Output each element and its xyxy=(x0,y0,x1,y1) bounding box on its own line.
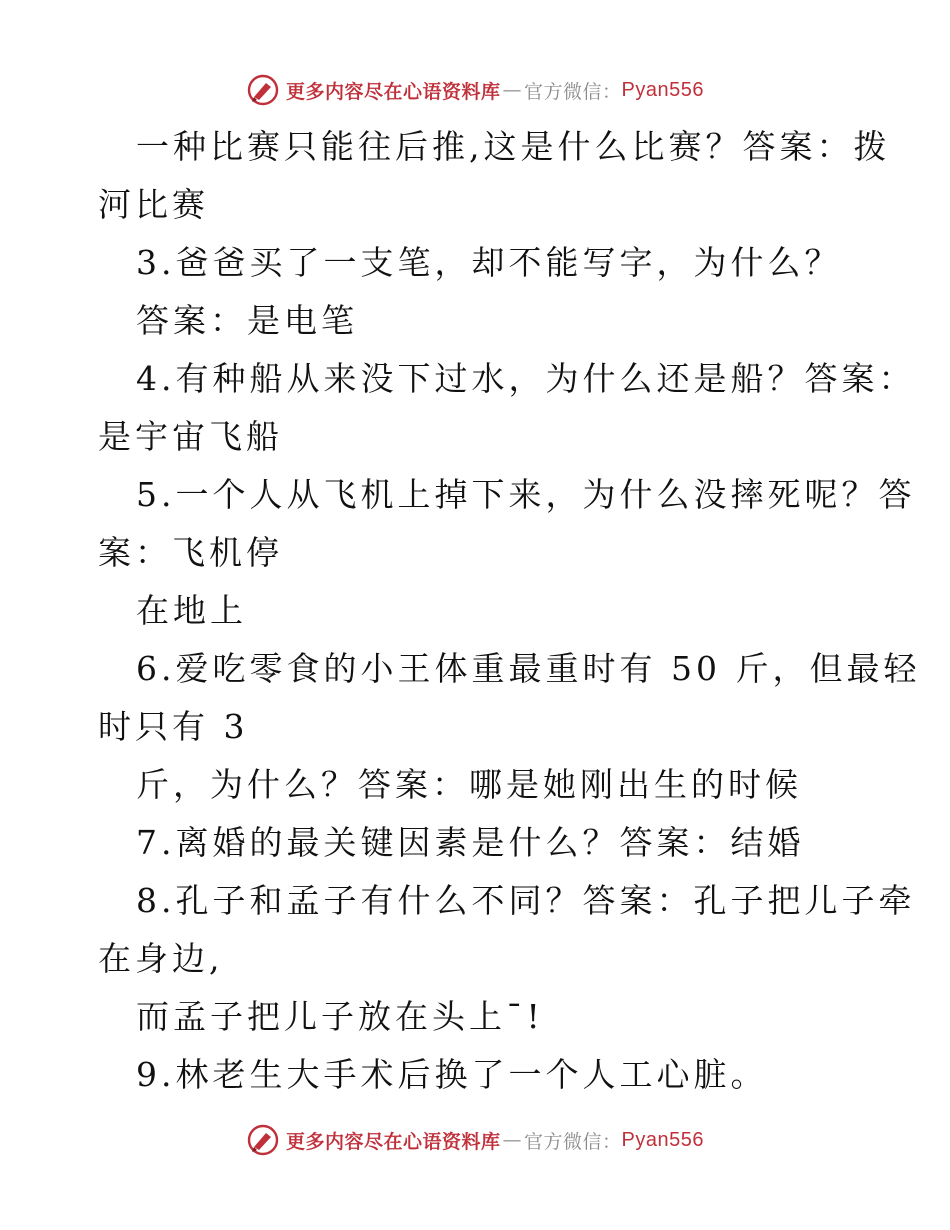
banner-wechat-handle: Pyan556 xyxy=(621,1128,704,1151)
header-banner xyxy=(0,70,950,110)
text-line: 而孟子把儿子放在头上¯! xyxy=(136,997,544,1036)
text-line: 一种比赛只能往后推,这是什么比赛？答案：拨 xyxy=(136,127,891,166)
text-line: 9.林老生大手术后换了一个人工心脏。 xyxy=(136,1055,768,1094)
text-line: 7.离婚的最关键因素是什么？答案：结婚 xyxy=(136,823,805,862)
text-line: 在地上 xyxy=(136,591,247,630)
text-line: 在身边, xyxy=(98,939,224,978)
text-line: 3.爸爸买了一支笔，却不能写字，为什么？ xyxy=(136,243,842,282)
text-line: 案：飞机停 xyxy=(98,533,283,572)
text-line: 5.一个人从飞机上掉下来，为什么没摔死呢？答 xyxy=(136,475,916,514)
text-line: 河比赛 xyxy=(98,185,209,224)
banner-separator: — xyxy=(502,1129,523,1151)
banner-brand-text: 更多内容尽在心语资料库 xyxy=(286,1130,501,1153)
text-line: 是宇宙飞船 xyxy=(98,417,283,456)
banner-separator: — xyxy=(502,79,523,101)
document-body xyxy=(98,118,921,1104)
pen-logo-icon xyxy=(246,1123,280,1157)
text-line: 答案：是电笔 xyxy=(136,301,358,340)
footer-banner xyxy=(0,1120,950,1160)
banner-wechat-handle: Pyan556 xyxy=(621,78,704,101)
text-line: 斤，为什么？答案：哪是她刚出生的时候 xyxy=(136,765,802,804)
text-line: 8.孔子和孟子有什么不同？答案：孔子把儿子牵 xyxy=(136,881,916,920)
banner-official-label: 官方微信： xyxy=(524,1130,622,1153)
text-line: 时只有 3 xyxy=(98,707,249,746)
banner-brand-text: 更多内容尽在心语资料库 xyxy=(286,80,501,103)
pen-logo-icon xyxy=(246,73,280,107)
text-line: 4.有种船从来没下过水，为什么还是船？答案： xyxy=(136,359,916,398)
text-line: 6.爱吃零食的小王体重最重时有 50 斤，但最轻 xyxy=(136,649,921,688)
banner-official-label: 官方微信： xyxy=(524,80,622,103)
